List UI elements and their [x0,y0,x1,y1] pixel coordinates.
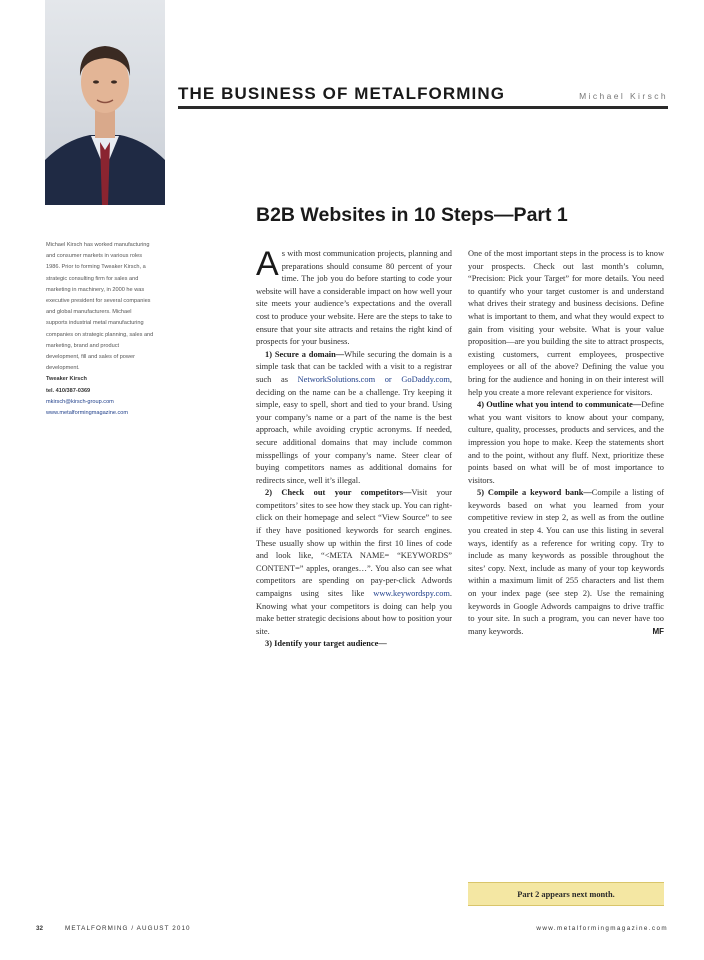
step-1-heading: 1) Secure a domain— [265,349,345,359]
column-header [178,84,668,109]
step-3-paragraph: One of the most important steps in the process is to know your prospects. Check out last month’s column, “Precision: Pick your Target” for more details. You need to quantify who your target customer is and understand what drives their strategy and business decisions. Define what is important to them, and what they would expect to gain from visiting your website. What is your value proposition—are you building the site to attract prospects, existing customers, current employees, prospective employees or all of the above? Defining the value you bring for the audience and honing in on their interest will help you create a more relevant experience for visitors. [468,249,664,397]
article-title: B2B Websites in 10 Steps—Part 1 [256,204,568,226]
step-1-paragraph [256,349,452,488]
step-2-text-b: . Knowing what your competitors is doing can help you make better strategic decisions about how to position your site. [256,589,452,636]
footer-left [36,925,191,932]
step-5-text: Compile a listing of keywords based on what you learned from your competitive review in step 2, as well as from the outline you created in step 4. You can use this listing in several ways, identify as a reference for writing copy. Try to include as many keywords as possible throughout the sites’ copy. Next, include as many of your top keywords within a maximum limit of 255 characters and list them on your index page (see step 2). Use the remaining keywords in Google Adwords campaigns to drive traffic to your site. In such a program, you can never have too many keywords. [468,488,664,636]
footer-site-link[interactable]: www.metalformingmagazine.com [536,925,668,932]
step-5-heading: 5) Compile a keyword bank— [477,488,592,498]
step-2-heading: 2) Check out your competitors— [265,488,412,498]
next-month-callout: Part 2 appears next month. [468,882,664,906]
step-3-heading: 3) Identify your target audience— [265,639,387,649]
author-bio [46,240,154,419]
page-footer [36,925,668,932]
step-1-text-a: While securing the domain is a simple task that can be tackled with a visit to a registrar such as [256,349,452,384]
bio-contact-label: Tweaker Kirsch [46,376,87,383]
step-4-heading: 4) Outline what you intend to communicate— [477,400,642,410]
step-5-paragraph [468,487,664,638]
article-column-right [468,248,664,638]
step-2-paragraph [256,487,452,638]
step-2-text-a: Visit your competitors’ sites to see how they stack up. You can right-click on their homepage and select “View Source” to see if they have positioned keywords for search engines. These usually show up within the first 10 lines of code and look like, “<META NAME= “KEYWORDS” CONTENT=” apples, oranges…”. You also can see what competitors are spending on pay-per-click Adwords campaigns using sites like [256,488,452,599]
article-column-left [256,245,452,651]
page-number: 32 [36,925,44,932]
author-name: Michael Kirsch [579,91,668,101]
author-photo [45,0,165,205]
bio-website-link[interactable]: www.metalformingmagazine.com [46,410,129,417]
publication-line: METALFORMING / AUGUST 2010 [65,925,191,932]
header-rule [178,106,668,109]
registrar-link[interactable]: NetworkSolutions.com or GoDaddy.com [297,374,450,384]
column-title: THE BUSINESS OF METALFORMING [178,84,506,103]
bio-email-link[interactable]: mkirsch@kirsch-group.com [46,398,114,405]
drop-cap: A [256,245,279,283]
step-1-text-b: , deciding on the name can be a challenge. Try keeping it simple, easy to spell, short and tied to your brand. Using your company’s name or a part of the name is the best approach, while avoiding cryptic acronyms. If needed, secure additional domains that may include common misspellings of your company’s name. Steer clear of buying competitors names as additional domains for redirects since, well it’s illegal. [256,374,452,485]
step-3-paragraph-start [256,638,452,651]
keywordspy-link[interactable]: www.keywordspy.com [373,589,450,599]
step-4-paragraph [468,399,664,487]
bio-phone: tel. 410/387-0369 [46,387,91,394]
bio-text: Michael Kirsch has worked manufacturing and consumer markets in various roles 1986. Prior to forming Tweaker Kirsch, a strategic consulting firm for sales and marketing in machinery, in 2000 he was executive president for several companies and global manufacturers. Michael supports industrial metal manufacturing companies on strategic planning, sales and marketing, brand and product development, fill and sales of power development. [46,242,154,372]
intro-paragraph [256,245,452,349]
end-mark: MF [652,626,664,636]
intro-text: s with most communication projects, planning and preparations should consume 80 percent of your time. The job you do before starting to code your website will have a considerable impact on how well your site meets your audience’s expectations and the overall cost to produce your website. Here are the steps to take to ensure that your site attracts and retains the right kind of prospects for your business. [256,249,452,347]
step-4-text: Define what you want visitors to know about your company, culture, quality, processes, products and services, and the impression you hope to make. Keep the statements short and to the point, without any fluff. Next, prioritize these points based on what will be of most importance to visitors. [468,400,664,485]
